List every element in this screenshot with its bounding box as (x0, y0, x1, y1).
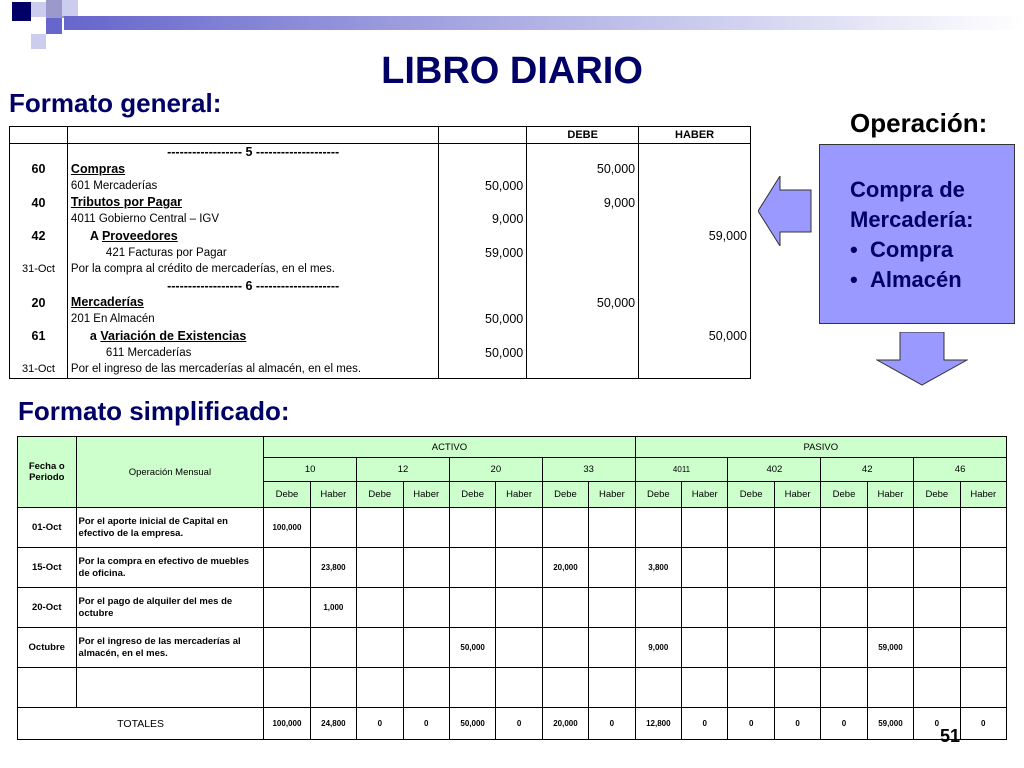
table-cell (527, 144, 639, 161)
value-cell (728, 588, 774, 628)
value-cell (449, 508, 495, 548)
table-cell: 20 (10, 294, 68, 311)
table-row (10, 261, 751, 278)
value-cell (821, 508, 867, 548)
total-cell: 0 (682, 708, 728, 740)
operation-line1: Compra de (850, 177, 965, 202)
total-cell: 0 (496, 708, 542, 740)
table-cell (527, 261, 639, 278)
account-name: Compras (70, 161, 126, 176)
value-cell (496, 508, 542, 548)
table-cell (639, 361, 751, 378)
table-cell: 42 (10, 228, 68, 245)
table-row (18, 668, 1007, 708)
operation-bullet: • Almacén (850, 265, 1014, 295)
table-cell (639, 211, 751, 228)
value-cell (589, 588, 635, 628)
table-cell: 59,000 (639, 228, 751, 245)
fecha-cell (18, 668, 77, 708)
left-arrow-icon (758, 176, 812, 246)
value-cell: 23,800 (310, 548, 356, 588)
operacion-cell: Por el aporte inicial de Capital en efectivo de la empresa. (76, 508, 264, 548)
table-cell (439, 144, 527, 161)
value-cell (960, 508, 1006, 548)
value-cell (682, 508, 728, 548)
table-cell (10, 311, 68, 328)
table-cell: 421 Facturas por Pagar (67, 245, 438, 262)
page-title: LIBRO DIARIO (381, 50, 643, 92)
value-cell (496, 628, 542, 668)
activo-header: ACTIVO (264, 437, 635, 458)
value-cell: 59,000 (867, 628, 913, 668)
value-cell: 1,000 (310, 588, 356, 628)
operation-title: Operación: (850, 108, 988, 138)
value-cell (774, 508, 820, 548)
table-cell: ------------------ 5 -------------------- (67, 144, 438, 161)
value-cell (589, 668, 635, 708)
value-cell (264, 668, 310, 708)
value-cell (914, 668, 960, 708)
haber-header: Haber (774, 482, 820, 508)
operacion-cell (76, 668, 264, 708)
table-cell (639, 178, 751, 195)
table-row (10, 161, 751, 178)
value-cell (728, 628, 774, 668)
table-row (10, 328, 751, 345)
general-format-heading: Formato general: (9, 88, 222, 118)
value-cell (310, 668, 356, 708)
account-name: Proveedores (101, 228, 178, 243)
table-cell: 31-Oct (10, 361, 68, 378)
table-cell (67, 194, 438, 211)
account-header: 46 (914, 458, 1007, 482)
table-row (10, 361, 751, 378)
decorative-square (31, 34, 46, 49)
value-cell (914, 628, 960, 668)
table-cell (639, 261, 751, 278)
value-cell (403, 548, 449, 588)
debe-header: Debe (449, 482, 495, 508)
total-cell: 50,000 (449, 708, 495, 740)
haber-header: Haber (403, 482, 449, 508)
value-cell (542, 628, 588, 668)
value-cell (682, 668, 728, 708)
table-cell (639, 161, 751, 178)
table-cell (10, 178, 68, 195)
total-cell: 0 (403, 708, 449, 740)
haber-header: Haber (867, 482, 913, 508)
value-cell: 3,800 (635, 548, 681, 588)
general-journal-table (9, 126, 751, 379)
value-cell (821, 668, 867, 708)
value-cell (728, 668, 774, 708)
value-cell (357, 548, 403, 588)
value-cell (682, 548, 728, 588)
table-cell (10, 278, 68, 295)
value-cell (589, 628, 635, 668)
operacion-header: Operación Mensual (76, 437, 264, 508)
operacion-cell: Por el pago de alquiler del mes de octubre (76, 588, 264, 628)
table-cell: 201 En Almacén (67, 311, 438, 328)
table-cell (527, 345, 639, 362)
operacion-cell: Por la compra en efectivo de muebles de oficina. (76, 548, 264, 588)
table-cell (67, 228, 438, 245)
total-cell: 12,800 (635, 708, 681, 740)
value-cell (914, 548, 960, 588)
total-cell: 0 (357, 708, 403, 740)
table-row (10, 178, 751, 195)
table-row (18, 508, 1007, 548)
page-number: 51 (940, 726, 961, 746)
debe-header: Debe (635, 482, 681, 508)
account-header: 33 (542, 458, 635, 482)
table-row (10, 294, 751, 311)
value-cell (728, 508, 774, 548)
header-cell (10, 127, 68, 144)
table-cell: 50,000 (439, 311, 527, 328)
total-cell: 0 (589, 708, 635, 740)
table-cell: Por la compra al crédito de mercaderías, en el mes. (67, 261, 438, 278)
value-cell (589, 508, 635, 548)
table-cell (10, 144, 68, 161)
table-cell (639, 345, 751, 362)
pasivo-header: PASIVO (635, 437, 1006, 458)
value-cell (357, 508, 403, 548)
table-row (10, 228, 751, 245)
value-cell (264, 628, 310, 668)
debe-header: Debe (542, 482, 588, 508)
table-row (10, 194, 751, 211)
table-cell (439, 361, 527, 378)
operacion-cell: Por el ingreso de las mercaderías al almacén, en el mes. (76, 628, 264, 668)
value-cell (960, 668, 1006, 708)
table-cell: ------------------ 6 -------------------- (67, 278, 438, 295)
value-cell (867, 588, 913, 628)
table-cell (439, 261, 527, 278)
operation-bullet: • Compra (850, 235, 1014, 265)
header-cell: HABER (639, 127, 751, 144)
table-cell: 611 Mercaderías (67, 345, 438, 362)
decorative-square (46, 18, 62, 34)
total-cell: 0 (774, 708, 820, 740)
table-cell (639, 194, 751, 211)
value-cell (914, 508, 960, 548)
table-cell (439, 294, 527, 311)
table-cell: 61 (10, 328, 68, 345)
down-arrow-icon (876, 332, 968, 386)
table-cell (527, 278, 639, 295)
account-name: Variación de Existencias (100, 328, 247, 343)
total-cell: 0 (914, 708, 960, 740)
table-cell: 50,000 (527, 161, 639, 178)
value-cell (403, 588, 449, 628)
haber-header: Haber (960, 482, 1006, 508)
table-cell (639, 278, 751, 295)
debe-header: Debe (821, 482, 867, 508)
value-cell: 9,000 (635, 628, 681, 668)
value-cell (496, 668, 542, 708)
table-cell: 31-Oct (10, 261, 68, 278)
account-header: 42 (821, 458, 914, 482)
value-cell (774, 628, 820, 668)
value-cell (403, 628, 449, 668)
table-cell: 59,000 (439, 245, 527, 262)
account-header: 20 (449, 458, 542, 482)
table-cell (527, 328, 639, 345)
total-cell: 24,800 (310, 708, 356, 740)
operation-box (819, 144, 1015, 324)
haber-header: Haber (589, 482, 635, 508)
value-cell (914, 588, 960, 628)
value-cell (310, 508, 356, 548)
table-cell: 4011 Gobierno Central – IGV (67, 211, 438, 228)
table-cell (67, 161, 438, 178)
account-header: 12 (357, 458, 450, 482)
value-cell (449, 668, 495, 708)
table-cell (439, 228, 527, 245)
table-cell (439, 278, 527, 295)
table-row (10, 278, 751, 295)
table-cell: 50,000 (639, 328, 751, 345)
table-cell (527, 311, 639, 328)
value-cell (264, 548, 310, 588)
debe-header: Debe (357, 482, 403, 508)
decorative-square (62, 0, 78, 16)
table-cell (439, 328, 527, 345)
account-name: Mercaderías (70, 295, 144, 309)
value-cell (728, 548, 774, 588)
table-cell (527, 211, 639, 228)
table-cell (10, 245, 68, 262)
table-header-row (10, 127, 751, 144)
table-row (10, 245, 751, 262)
value-cell (403, 668, 449, 708)
table-cell (67, 294, 438, 311)
value-cell: 20,000 (542, 548, 588, 588)
table-cell: 50,000 (439, 345, 527, 362)
table-cell: 50,000 (527, 294, 639, 311)
value-cell (867, 508, 913, 548)
value-cell (264, 588, 310, 628)
table-row (10, 211, 751, 228)
fecha-header: Fecha o Periodo (18, 437, 77, 508)
table-row (18, 548, 1007, 588)
decorative-square (12, 2, 31, 21)
table-cell (639, 294, 751, 311)
value-cell (635, 508, 681, 548)
value-cell (960, 548, 1006, 588)
debe-header: Debe (914, 482, 960, 508)
table-cell (527, 245, 639, 262)
totals-label: TOTALES (18, 708, 264, 740)
table-cell (10, 345, 68, 362)
value-cell (960, 588, 1006, 628)
value-cell (542, 588, 588, 628)
value-cell (774, 548, 820, 588)
value-cell (867, 548, 913, 588)
total-cell: 0 (728, 708, 774, 740)
table-cell (527, 178, 639, 195)
value-cell (542, 668, 588, 708)
table-row (10, 311, 751, 328)
value-cell (496, 588, 542, 628)
table-cell: 40 (10, 194, 68, 211)
credit-prefix: a (89, 328, 101, 343)
haber-header: Haber (310, 482, 356, 508)
account-name: Tributos por Pagar (70, 195, 183, 209)
table-cell: 9,000 (527, 194, 639, 211)
value-cell (682, 628, 728, 668)
table-cell (67, 328, 438, 345)
value-cell (310, 628, 356, 668)
value-cell (821, 588, 867, 628)
value-cell: 50,000 (449, 628, 495, 668)
total-cell: 0 (960, 708, 1006, 740)
value-cell (403, 508, 449, 548)
table-cell (639, 144, 751, 161)
table-row (18, 628, 1007, 668)
fecha-cell: 01-Oct (18, 508, 77, 548)
table-row (18, 588, 1007, 628)
table-cell: 9,000 (439, 211, 527, 228)
header-gradient-bar (64, 16, 1024, 30)
value-cell (774, 588, 820, 628)
value-cell (635, 668, 681, 708)
value-cell: 100,000 (264, 508, 310, 548)
header-cell: DEBE (527, 127, 639, 144)
debe-header: Debe (728, 482, 774, 508)
value-cell (357, 628, 403, 668)
value-cell (635, 588, 681, 628)
value-cell (589, 548, 635, 588)
header-cell (439, 127, 527, 144)
total-cell: 20,000 (542, 708, 588, 740)
table-cell: 60 (10, 161, 68, 178)
table-row (10, 345, 751, 362)
decorative-square (31, 2, 46, 17)
simplified-journal-table (17, 436, 1007, 740)
table-cell (527, 361, 639, 378)
value-cell (867, 668, 913, 708)
value-cell (357, 668, 403, 708)
value-cell (821, 548, 867, 588)
account-header: 10 (264, 458, 357, 482)
table-cell (10, 211, 68, 228)
table-cell (639, 311, 751, 328)
total-cell: 100,000 (264, 708, 310, 740)
fecha-cell: 15-Oct (18, 548, 77, 588)
table-cell (527, 228, 639, 245)
credit-prefix: A (89, 228, 102, 243)
value-cell (357, 588, 403, 628)
table-row (10, 144, 751, 161)
table-cell: Por el ingreso de las mercaderías al almacén, en el mes. (67, 361, 438, 378)
operation-line2: Mercadería: (850, 207, 974, 232)
table-header-row (18, 437, 1007, 458)
fecha-cell: 20-Oct (18, 588, 77, 628)
value-cell (960, 628, 1006, 668)
totals-row (18, 708, 1007, 740)
value-cell (449, 588, 495, 628)
value-cell (449, 548, 495, 588)
header-cell (67, 127, 438, 144)
account-header: 402 (728, 458, 821, 482)
total-cell: 59,000 (867, 708, 913, 740)
haber-header: Haber (496, 482, 542, 508)
total-cell: 0 (821, 708, 867, 740)
value-cell (496, 548, 542, 588)
table-cell (639, 245, 751, 262)
debe-header: Debe (264, 482, 310, 508)
simplified-format-heading: Formato simplificado: (18, 396, 290, 426)
table-cell: 601 Mercaderías (67, 178, 438, 195)
haber-header: Haber (682, 482, 728, 508)
table-cell: 50,000 (439, 178, 527, 195)
value-cell (542, 508, 588, 548)
fecha-cell: Octubre (18, 628, 77, 668)
value-cell (682, 588, 728, 628)
table-cell (439, 161, 527, 178)
table-cell (439, 194, 527, 211)
account-header: 4011 (635, 458, 728, 482)
value-cell (774, 668, 820, 708)
value-cell (821, 628, 867, 668)
